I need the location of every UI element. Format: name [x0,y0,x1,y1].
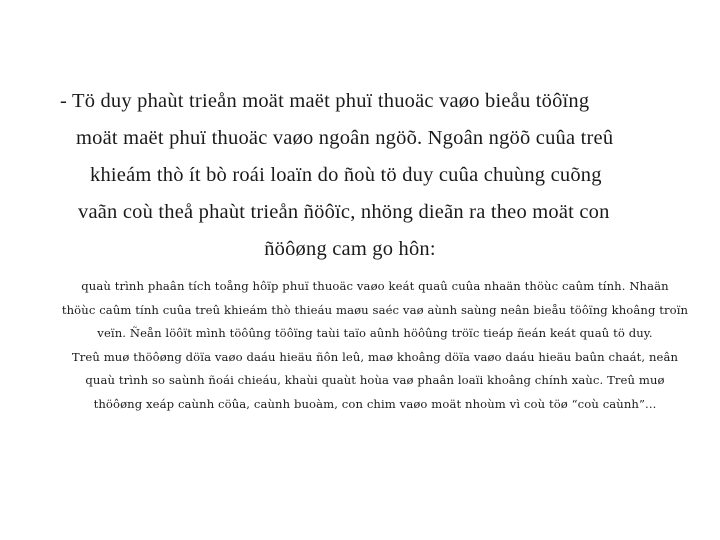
sub-paragraph [60,275,690,417]
main-paragraph-line: moät maët phuï thuoäc vaøo ngoân ngöõ. Ngoân ngöõ cuûa treû [76,127,614,149]
sub-paragraph-line: veïn. Ñeån löôït mình töôûng töôïng taùi taïo aûnh höôûng tröïc tieáp ñeán keát quaû tö duy. [97,326,653,341]
main-paragraph-line: ñöôøng cam go hôn: [264,238,436,260]
sub-paragraph-line: quaù trình phaân tích toång hôïp phuï thuoäc vaøo keát quaû cuûa nhaän thöùc caûm tính. Nhaän [81,279,669,293]
sub-paragraph-line: Treû muø thöôøng döïa vaøo daáu hieäu ñôn leû, maø khoâng döïa vaøo daáu hieäu baûn chaát, neân [71,349,679,364]
sub-paragraph-line: thöùc caûm tính cuûa treû khieám thò thieáu maøu saéc vaø aùnh saùng neân bieåu töôïng khoâng troïn [61,302,689,317]
main-paragraph-line: - Tö duy phaùt trieån moät maët phuï thuoäc vaøo bieåu töôïng [60,90,590,112]
main-paragraph-line: khieám thò ít bò roái loaïn do ñoù tö duy cuûa chuùng cuõng [90,164,602,186]
sub-paragraph-line: thöôøng xeáp caùnh cöûa, caùnh buoàm, con chim vaøo moät nhoùm vì coù töø “coù caùnh”... [93,396,657,411]
main-paragraph-line: vaãn coù theå phaùt trieån ñöôïc, nhöng dieãn ra theo moät con [78,201,610,223]
sub-paragraph-line: quaù trình so saùnh ñoái chieáu, khaùi quaùt hoùa vaø phaân loaïi khoâng chính xaùc. Treû muø [85,373,665,388]
main-paragraph [60,83,690,268]
